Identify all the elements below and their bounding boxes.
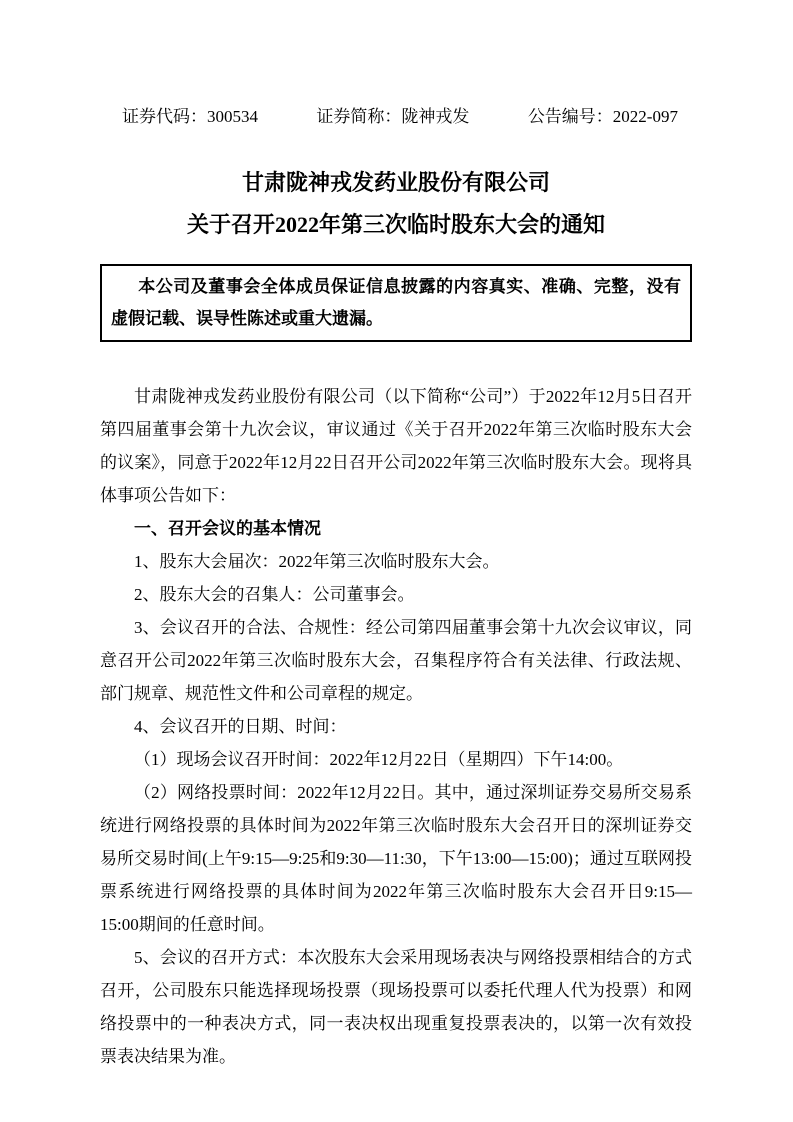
document-title xyxy=(100,162,692,246)
item-meeting-method: 5、会议的召开方式：本次股东大会采用现场表决与网络投票相结合的方式召开，公司股东只能选择现场投票（现场投票可以委托代理人代为投票）和网络投票中的一种表决方式，同一表决权出现重复投票表决的，以第一次有效投票表决结果为准。 xyxy=(100,948,692,1066)
item-date-time: 4、会议召开的日期、时间： xyxy=(134,717,347,736)
document-body xyxy=(100,380,692,1073)
item-meeting-session: 1、股东大会届次：2022年第三次临时股东大会。 xyxy=(134,552,500,571)
item-legality: 3、会议召开的合法、合规性：经公司第四届董事会第十九次会议审议，同意召开公司2022年第三次临时股东大会，召集程序符合有关法律、行政法规、部门规章、规范性文件和公司章程的规定。 xyxy=(100,618,692,703)
document-header xyxy=(100,106,692,128)
item-online-voting-time: （2）网络投票时间：2022年12月22日。其中，通过深圳证券交易所交易系统进行网络投票的具体时间为2022年第三次临时股东大会召开日的深圳证券交易所交易时间(上午9:15—9:25和9:30—11:30，下午13:00—15:00)；通过互联网投票系统进行网络投票的具体时间为2022年第三次临时股东大会召开日9:15—15:00期间的任意时间。 xyxy=(100,783,692,934)
paragraph-intro: 甘肃陇神戎发药业股份有限公司（以下简称“公司”）于2022年12月5日召开第四届董事会第十九次会议，审议通过《关于召开2022年第三次临时股东大会的议案》，同意于2022年12月22日召开公司2022年第三次临时股东大会。现将具体事项公告如下： xyxy=(100,387,692,505)
document-title-line2: 关于召开2022年第三次临时股东大会的通知 xyxy=(186,212,605,237)
item-convener: 2、股东大会的召集人：公司董事会。 xyxy=(134,585,415,604)
disclaimer-box xyxy=(100,264,692,342)
disclaimer-text: 本公司及董事会全体成员保证信息披露的内容真实、准确、完整，没有虚假记载、误导性陈述或重大遗漏。 xyxy=(111,277,681,328)
item-onsite-meeting-time: （1）现场会议召开时间：2022年12月22日（星期四）下午14:00。 xyxy=(134,750,624,769)
announcement-number-label: 公告编号：2022-097 xyxy=(527,107,678,126)
stock-name-label: 证券简称：陇神戎发 xyxy=(316,107,470,126)
stock-code-label: 证券代码：300534 xyxy=(122,107,258,126)
document-title-line1: 甘肃陇神戎发药业股份有限公司 xyxy=(241,170,550,195)
section-heading-basic-info: 一、召开会议的基本情况 xyxy=(134,519,321,538)
